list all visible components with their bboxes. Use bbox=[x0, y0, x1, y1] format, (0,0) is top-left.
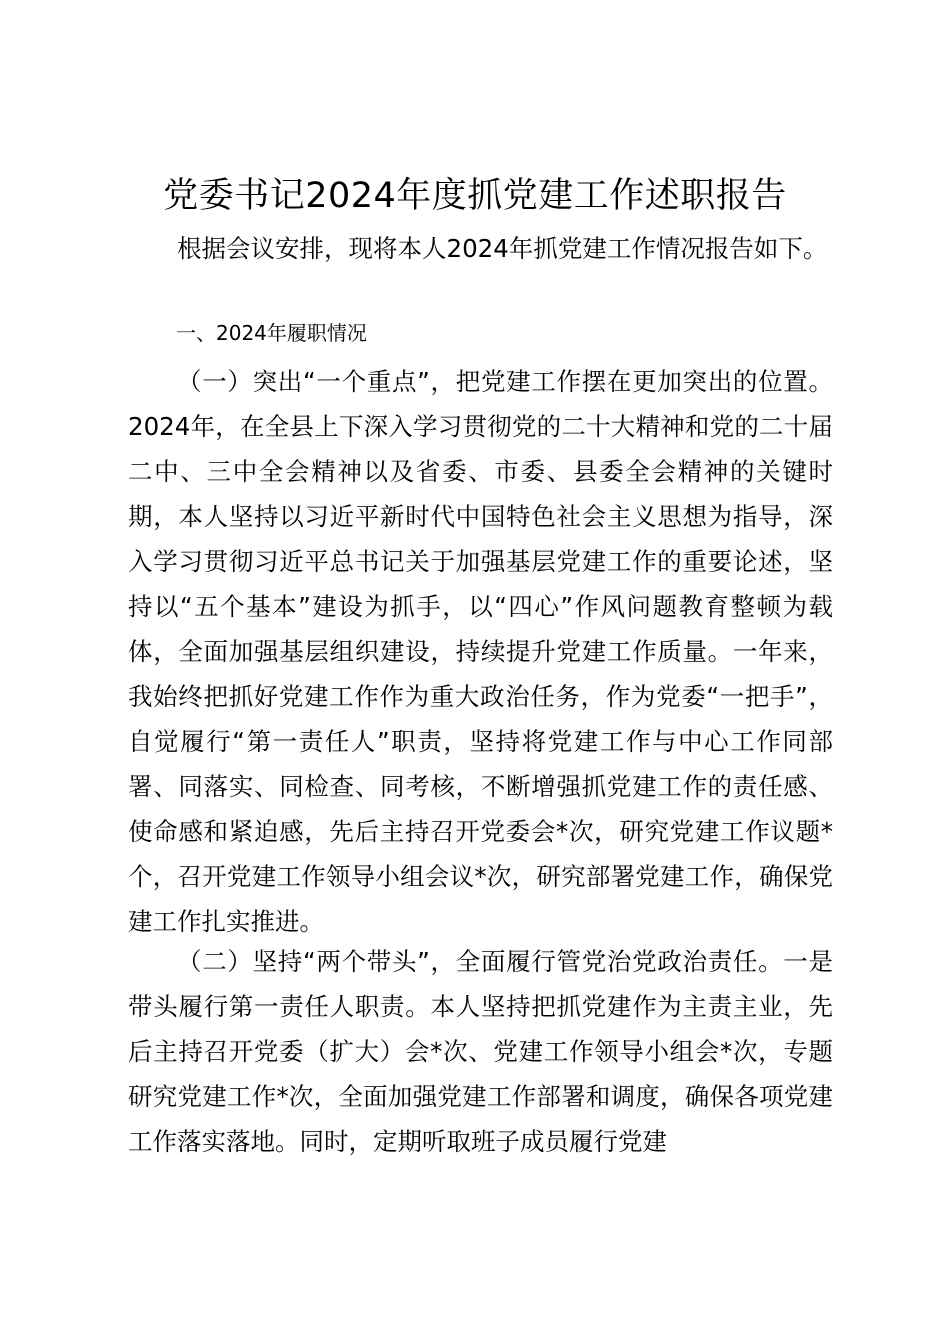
section-heading bbox=[128, 315, 367, 351]
paragraph-2 bbox=[128, 939, 833, 1164]
section-heading-text: 一、2024年履职情况 bbox=[176, 321, 367, 345]
intro-paragraph bbox=[128, 226, 833, 271]
intro-text: 根据会议安排，现将本人2024年抓党建工作情况报告如下。 bbox=[177, 234, 828, 263]
paragraph-1 bbox=[128, 359, 833, 944]
document-title: 党委书记2024年度抓党建工作述职报告 bbox=[163, 176, 787, 216]
paragraph-2-text: （二）坚持“两个带头”，全面履行管党治党政治责任。一是带头履行第一责任人职责。本人坚持把抓党建作为主责主业，先后主持召开党委（扩大）会*次、党建工作领导小组会*次，专题研究党建工作*次，全面加强党建工作部署和调度，确保各项党建工作落实落地。同时，定期听取班子成员履行党建 bbox=[128, 947, 833, 1156]
paragraph-1-text: （一）突出“一个重点”，把党建工作摆在更加突出的位置。2024年，在全县上下深入学习贯彻党的二十大精神和党的二十届二中、三中全会精神以及省委、市委、县委全会精神的关键时期，本人坚持以习近平新时代中国特色社会主义思想为指导，深入学习贯彻习近平总书记关于加强基层党建工作的重要论述，坚持以“五个基本”建设为抓手，以“四心”作风问题教育整顿为载体，全面加强基层组织建设，持续提升党建工作质量。一年来，我始终把抓好党建工作作为重大政治任务，作为党委“一把手”，自觉履行“第一责任人”职责，坚持将党建工作与中心工作同部署、同落实、同检查、同考核，不断增强抓党建工作的责任感、使命感和紧迫感，先后主持召开党委会*次，研究党建工作议题*个，召开党建工作领导小组会议*次，研究部署党建工作，确保党建工作扎实推进。 bbox=[128, 367, 833, 936]
